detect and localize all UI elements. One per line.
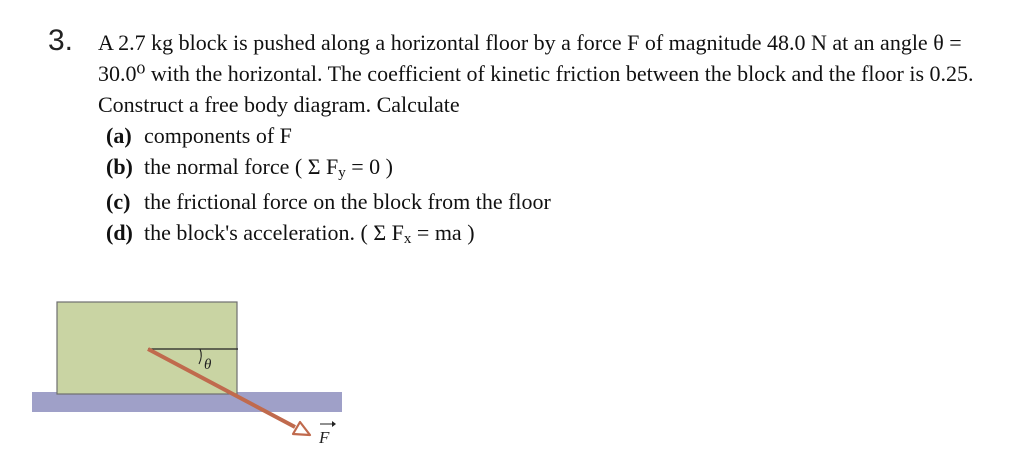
part-text: the normal force [144, 154, 290, 179]
equation-post: = 0 ) [345, 154, 393, 179]
equation-hint [289, 154, 393, 179]
vector-arrow-head [332, 421, 336, 427]
part-a [106, 120, 1003, 151]
problem-text [98, 27, 1003, 252]
equation-subscript: x [403, 231, 412, 247]
part-text: the block's acceleration. [144, 220, 356, 245]
equation-hint [355, 220, 475, 245]
part-label: (d) [106, 220, 133, 245]
floor [32, 392, 342, 412]
equation-pre: ( Σ F [355, 220, 404, 245]
part-text: components of F [144, 123, 292, 148]
force-label: F [319, 428, 330, 447]
block-force-diagram [30, 296, 350, 456]
part-label: (a) [106, 123, 132, 148]
equation-pre: ( Σ F [289, 154, 339, 179]
question-number: 3. [48, 24, 74, 57]
equation-subscript: y [338, 165, 346, 181]
part-c [106, 186, 1003, 217]
equation-post: = ma ) [411, 220, 475, 245]
parts-list [98, 120, 1003, 252]
part-d [106, 217, 1003, 252]
part-label: (c) [106, 189, 131, 214]
part-label: (b) [106, 154, 133, 179]
problem-statement: A 2.7 kg block is pushed along a horizontal floor by a force F of magnitude 48.0 N at an angle θ = 30.0⁰ with the horizontal. The coefficient of kinetic friction between the block and the floor is 0.25. Construct a free body diagram. Calculate [98, 30, 974, 117]
part-b [106, 151, 1003, 186]
angle-label: θ [204, 357, 212, 373]
part-text: the frictional force on the block from the floor [144, 189, 551, 214]
force-arrowhead [293, 422, 310, 435]
